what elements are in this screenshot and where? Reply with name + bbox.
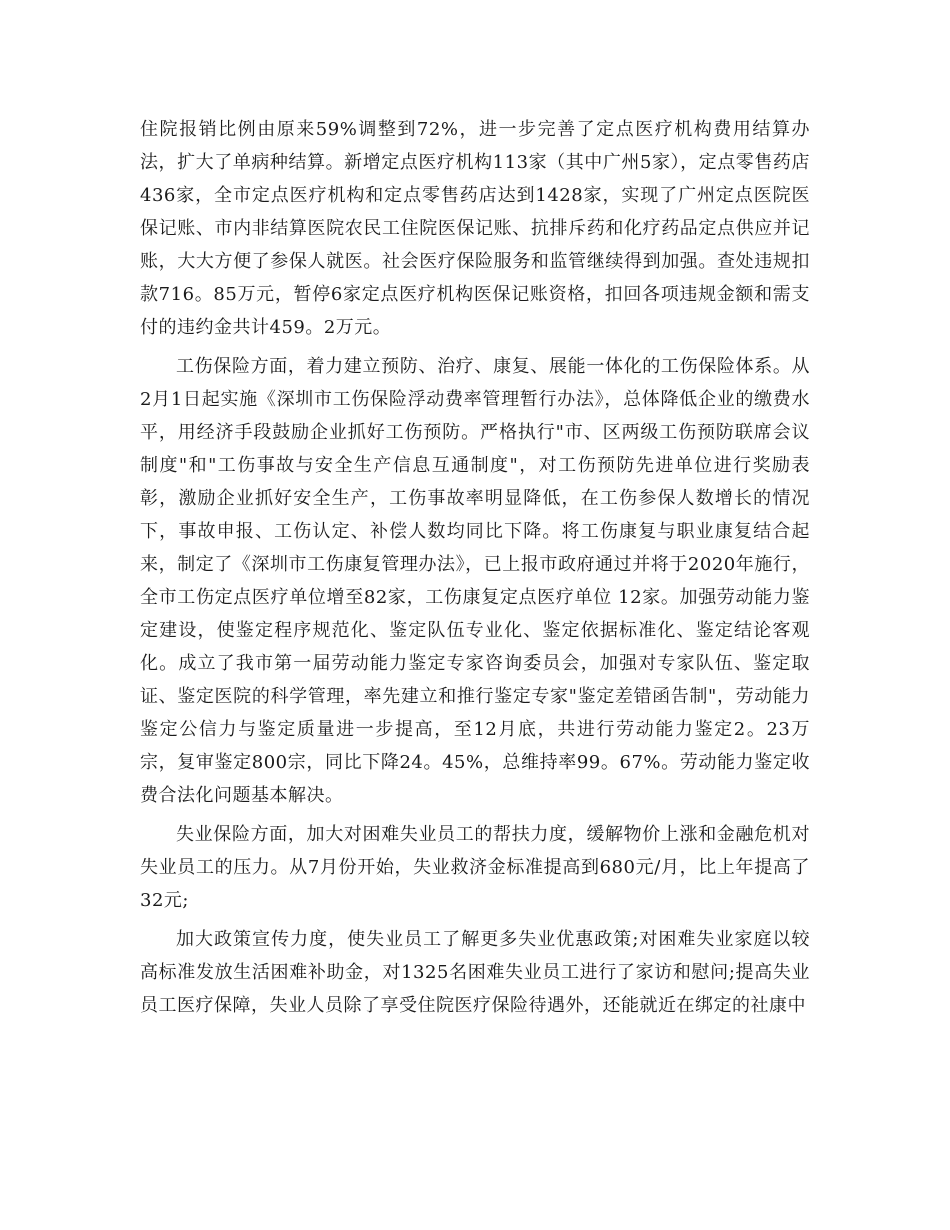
paragraph-medical-insurance: 住院报销比例由原来59%调整到72%，进一步完善了定点医疗机构费用结算办法，扩大了单病种结算。新增定点医疗机构113家（其中广州5家），定点零售药店436家，全市定点医疗机构和定点零售药店达到1428家，实现了广州定点医院医保记账、市内非结算医院农民工住院医保记账、抗排斥药和化疗药品定点供应并记账，大大方便了参保人就医。社会医疗保险服务和监管继续得到加强。查处违规扣款716。85万元，暂停6家定点医疗机构医保记账资格，扣回各项违规金额和需支付的违约金共计459。2万元。 xyxy=(140,119,810,338)
paragraph-unemployment-insurance: 失业保险方面，加大对困难失业员工的帮扶力度，缓解物价上涨和金融危机对失业员工的压力。从7月份开始，失业救济金标准提高到680元/月，比上年提高了32元; xyxy=(140,824,810,911)
paragraph-policy-publicity: 加大政策宣传力度，使失业员工了解更多失业优惠政策;对困难失业家庭以较高标准发放生活困难补助金，对1325名困难失业员工进行了家访和慰问;提高失业员工医疗保障，失业人员除了享受住院医疗保险待遇外，还能就近在绑定的社康中 xyxy=(140,929,810,1016)
document-body xyxy=(140,113,810,1022)
paragraph-work-injury-insurance: 工伤保险方面，着力建立预防、治疗、康复、展能一体化的工伤保险体系。从2月1日起实施《深圳市工伤保险浮动费率管理暂行办法》，总体降低企业的缴费水平，用经济手段鼓励企业抓好工伤预防。严格执行"市、区两级工伤预防联席会议制度"和"工伤事故与安全生产信息互通制度"，对工伤预防先进单位进行奖励表彰，激励企业抓好安全生产，工伤事故率明显降低，在工伤参保人数增长的情况下，事故申报、工伤认定、补偿人数均同比下降。将工伤康复与职业康复结合起来，制定了《深圳市工伤康复管理办法》，已上报市政府通过并将于2020年施行，全市工伤定点医疗单位增至82家，工伤康复定点医疗单位 12家。加强劳动能力鉴定建设，使鉴定程序规范化、鉴定队伍专业化、鉴定依据标准化、鉴定结论客观化。成立了我市第一届劳动能力鉴定专家咨询委员会，加强对专家队伍、鉴定取证、鉴定医院的科学管理，率先建立和推行鉴定专家"鉴定差错函告制"，劳动能力鉴定公信力与鉴定质量进一步提高，至12月底，共进行劳动能力鉴定2。23万宗，复审鉴定800宗，同比下降24。45%，总维持率99。67%。劳动能力鉴定收费合法化问题基本解决。 xyxy=(140,356,810,806)
